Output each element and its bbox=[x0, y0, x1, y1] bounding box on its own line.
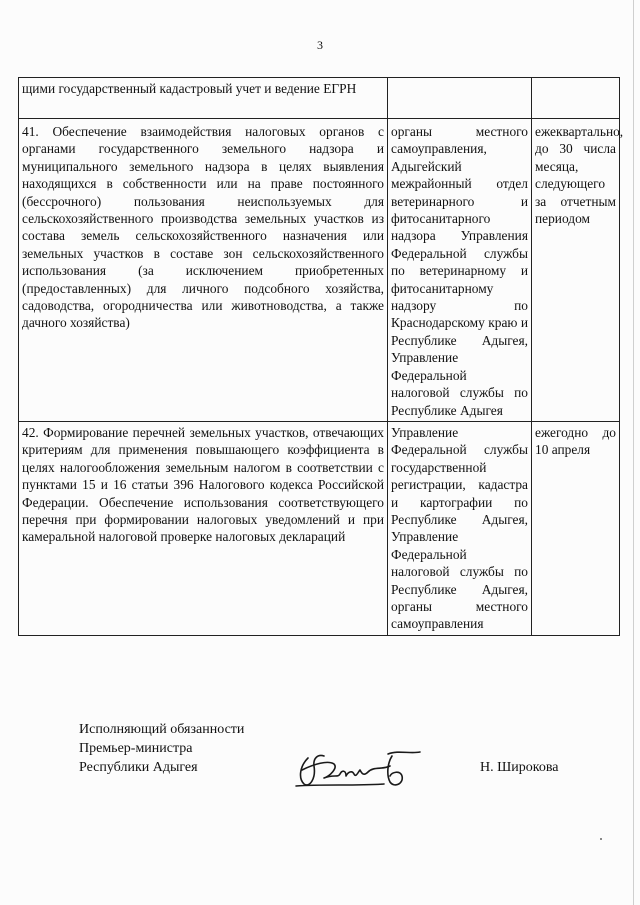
signatory-title-line: Республики Адыгея bbox=[79, 760, 198, 775]
executors-cell: Управление Федеральной службы государственной регистрации, кадастра и картографии по Республике Адыгея, Управление Федеральной налоговой службы по Республике Адыгея, органы местного самоуправления bbox=[388, 421, 532, 635]
signatory-title-block bbox=[79, 720, 244, 777]
deadline-cell: ежегодно до 10 апреля bbox=[532, 421, 620, 635]
executors-cell: органы местного самоуправления, Адыгейский межрайонный отдел ветеринарного и фитосанитарного надзора Управления Федеральной службы по ветеринарному и фитосанитарному надзору по Краснодарскому краю и Республике Адыгея, Управление Федеральной налоговой службы по Республике Адыгея bbox=[388, 119, 532, 422]
signer-name: Н. Широкова bbox=[480, 760, 559, 775]
signatory-title-line: Исполняющий обязанности bbox=[79, 722, 245, 737]
deadline-cell bbox=[532, 78, 620, 119]
page-number: 3 bbox=[317, 38, 323, 52]
task-cell: 41. Обеспечение взаимодействия налоговых органов с органами государственного земельного надзора и муниципального земельного надзора в целях выявления находящихся в собственности или на праве постоянного (бессрочного) пользования неиспользуемых для сельскохозяйственного производства земельных участков из состава земель сельскохозяйственного назначения или земельных участков в составе зон сельскохозяйственного использования (за исключением приобретенных (предоставленных) для личного подсобного хозяйства, садоводства, огородничества или животноводства, а также дачного хозяйства) bbox=[19, 119, 388, 422]
measures-table bbox=[18, 77, 624, 636]
table-row bbox=[19, 78, 620, 119]
task-cell: щими государственный кадастровый учет и ведение ЕГРН bbox=[19, 78, 388, 119]
deadline-cell: ежеквартально, до 30 числа месяца, следующего за отчетным периодом bbox=[532, 119, 620, 422]
handwritten-signature bbox=[294, 748, 424, 792]
table-row bbox=[19, 421, 620, 635]
task-cell: 42. Формирование перечней земельных участков, отвечающих критериям для применения повышающего коэффициента в целях налогообложения земельным налогом в соответствии с пунктами 15 и 16 статьи 396 Налогового кодекса Российской Федерации. Обеспечение использования соответствующего перечня при формировании налоговых уведомлений и при камеральной налоговой проверке налоговых деклараций bbox=[19, 421, 388, 635]
scan-dot bbox=[600, 838, 602, 840]
signatory-title-line: Премьер-министра bbox=[79, 741, 193, 756]
page-edge-line bbox=[633, 0, 634, 905]
table-row bbox=[19, 119, 620, 422]
executors-cell bbox=[388, 78, 532, 119]
